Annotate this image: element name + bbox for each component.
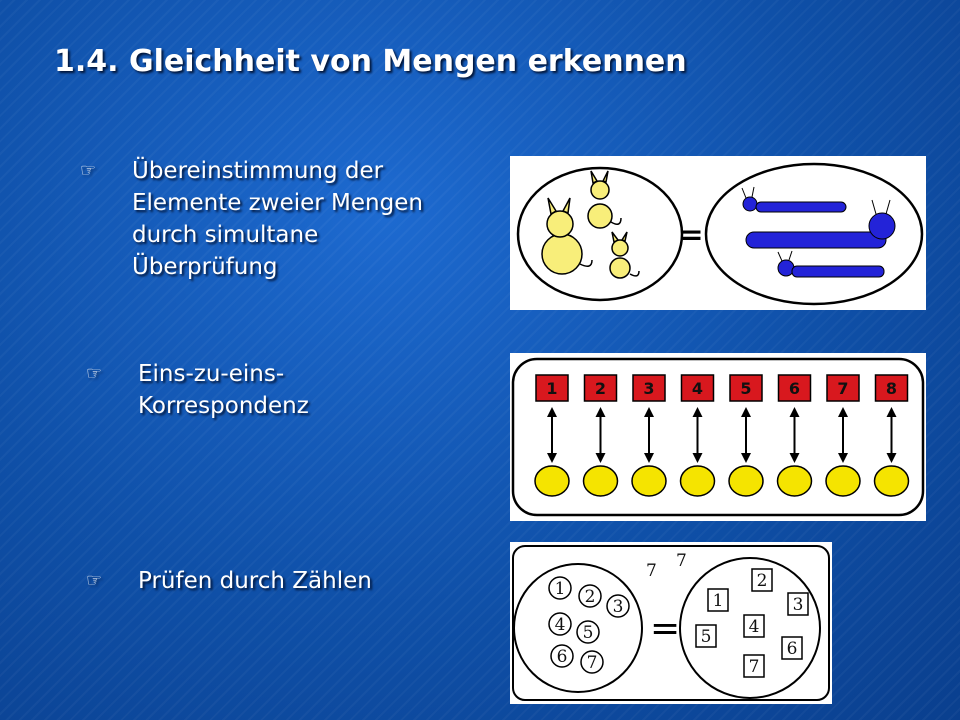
yellow-circle [584,466,618,496]
number-label: 5 [740,379,752,398]
svg-text:6: 6 [786,639,798,659]
pair-8 [875,375,909,496]
yellow-circle [632,466,666,496]
animal-icon [588,171,621,228]
boxed-number [752,569,772,591]
equals-sign: = [680,218,704,251]
bullet-line: Eins-zu-eins- [138,361,285,387]
yellow-circle [875,466,909,496]
pair-6 [778,375,812,496]
caterpillar-icon [778,251,884,277]
svg-text:1: 1 [712,591,724,611]
pair-5 [729,375,763,496]
svg-text:7: 7 [748,657,760,677]
svg-text:7: 7 [586,653,598,673]
bullet-line: Prüfen durch Zählen [138,568,372,594]
yellow-circle [778,466,812,496]
bullet-line: durch simultane [132,222,319,248]
svg-text:3: 3 [792,595,804,615]
boxed-number [782,637,802,659]
circled-number [581,651,603,673]
left-count: 7 [646,561,657,581]
bullet-line: Übereinstimmung der [132,158,384,184]
yellow-circle [729,466,763,496]
svg-text:2: 2 [756,571,768,591]
bullet-line: Korrespondenz [138,393,309,419]
boxed-number [788,593,808,615]
one-to-one-picture [510,353,926,521]
animals-vs-caterpillars-picture [510,156,926,310]
pair-7 [826,375,860,496]
number-label: 1 [546,379,558,398]
pointing-hand-icon: ☞ [86,363,103,384]
boxed-number [744,615,764,637]
animal-icon [610,232,639,278]
circled-number [579,585,601,607]
circled-number [607,595,629,617]
number-label: 4 [691,379,704,398]
right-count: 7 [676,551,687,571]
number-label: 7 [837,379,849,398]
pair-4 [681,375,715,496]
boxed-number [744,655,764,677]
bullet-line: Überprüfung [132,254,278,280]
bullet-text [138,565,372,597]
frame [513,359,923,515]
animal-icon [542,198,592,274]
boxed-number [708,589,728,611]
number-label: 6 [788,379,801,398]
pointing-hand-icon: ☞ [80,160,97,181]
bullet-line: Elemente zweier Mengen [132,190,423,216]
yellow-circle [535,466,569,496]
svg-text:5: 5 [700,627,712,647]
svg-text:4: 4 [554,615,566,635]
circled-number [549,613,571,635]
yellow-circle [826,466,860,496]
svg-text:5: 5 [582,623,594,643]
svg-text:6: 6 [556,647,568,667]
svg-text:2: 2 [584,587,596,607]
svg-text:3: 3 [612,597,624,617]
equals-sign: = [650,608,681,649]
bullet-text [132,155,423,283]
pair-2 [584,375,618,496]
number-label: 2 [594,379,607,398]
yellow-circle [681,466,715,496]
counting-picture [510,542,832,704]
bullet-text [138,358,309,422]
boxed-number [696,625,716,647]
pointing-hand-icon: ☞ [86,570,103,591]
svg-text:4: 4 [748,617,760,637]
circled-number [549,577,571,599]
circled-number [577,621,599,643]
pair-3 [632,375,666,496]
caterpillar-icon [742,187,846,212]
number-label: 3 [643,379,655,398]
pair-1 [535,375,569,496]
circled-number [551,645,573,667]
number-label: 8 [885,379,898,398]
slide-title: 1.4. Gleichheit von Mengen erkennen [54,44,687,79]
svg-text:1: 1 [554,579,566,599]
